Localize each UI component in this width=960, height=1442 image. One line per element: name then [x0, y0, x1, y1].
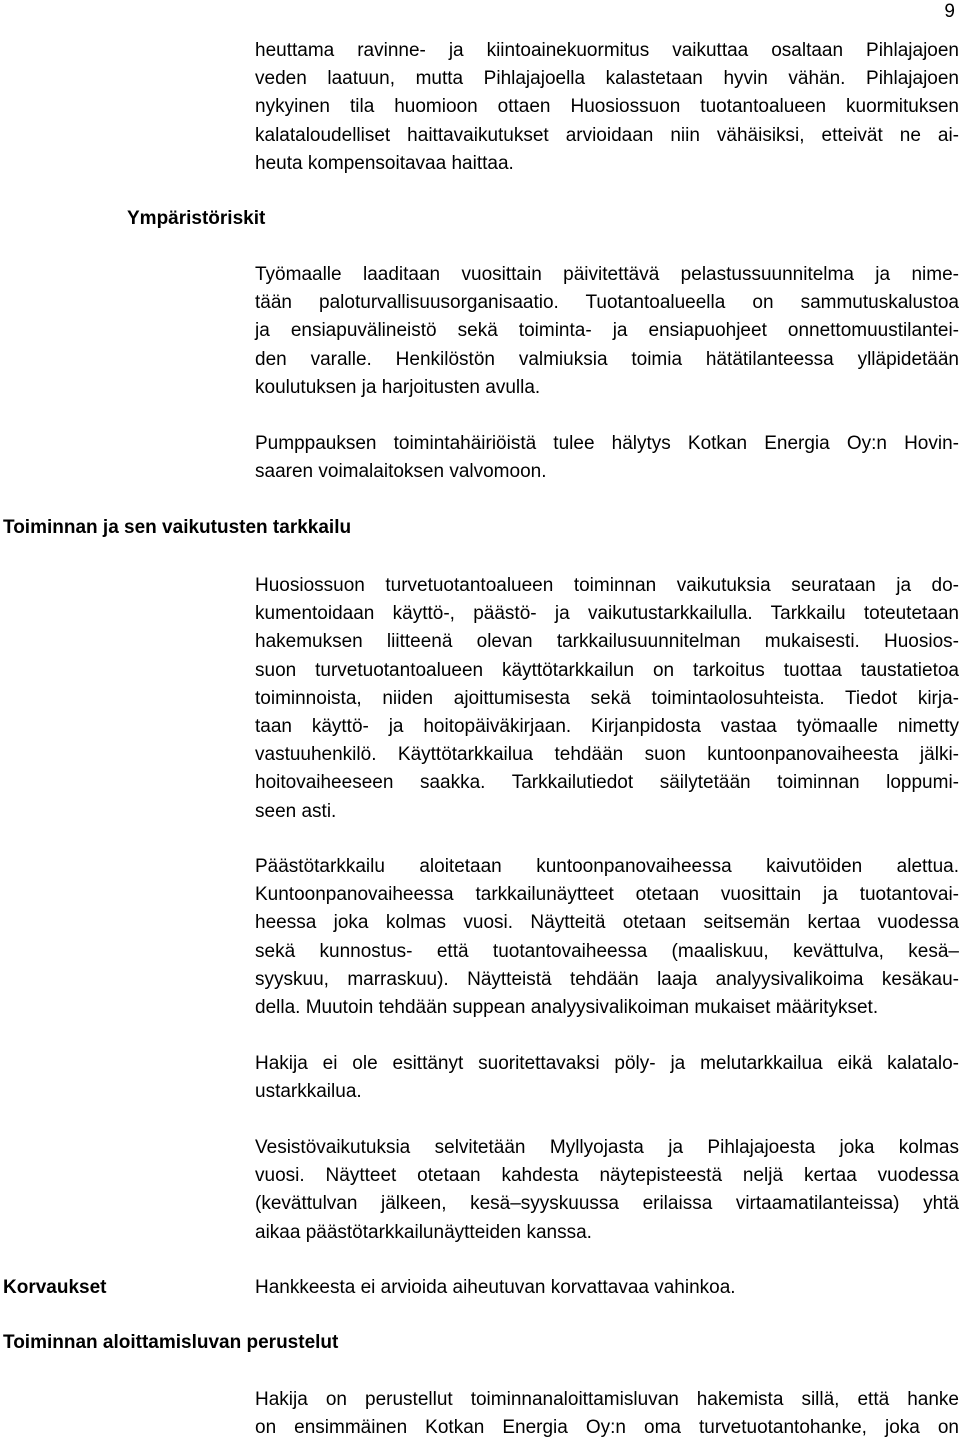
intro-paragraph	[255, 37, 959, 178]
text-line: sekä kunnostus- että tuotantovaiheessa (maaliskuu, kevättulva, kesä–	[255, 940, 959, 962]
page-number: 9	[944, 1, 955, 22]
text-line: tään paloturvallisuusorganisaatio. Tuotantoalueella on sammutuskalustoa	[255, 292, 959, 314]
text-line: hakemuksen liitteenä olevan tarkkailusuunnitelman mukaisesti. Huosios-	[255, 631, 959, 653]
text-line: ja ensiapuvälineistö sekä toiminta- ja ensiapuohjeet onnettomuustilantei-	[255, 320, 959, 342]
text-line: Työmaalle laaditaan vuosittain päivitettävä pelastussuunnitelma ja nime-	[255, 264, 959, 285]
tarkkailu-paragraph-1	[255, 572, 959, 826]
tarkkailu-paragraph-3	[255, 1050, 959, 1106]
text-line: suon turvetuotantoalueen käyttötarkkailun on tarkoitus tuottaa taustatietoa	[255, 659, 959, 681]
text-line: veden laatuun, mutta Pihlajajoella kalastetaan hyvin vähän. Pihlajajoen	[255, 68, 959, 90]
ymparistoriskit-paragraph-1	[255, 261, 959, 402]
text-line: den varalle. Henkilöstön valmiuksia toimia hätätilanteessa ylläpidetään	[255, 348, 959, 370]
text-line: vuosi. Näytteet otetaan kahdesta näytepisteestä neljä kertaa vuodessa	[255, 1165, 959, 1187]
text-line: vastuuhenkilö. Käyttötarkkailua tehdään suon kuntoonpanovaiheesta jälki-	[255, 744, 959, 766]
text-line: saaren voimalaitoksen valvomoon.	[255, 461, 547, 483]
text-line: aikaa päästötarkkailunäytteiden kanssa.	[255, 1221, 592, 1243]
korvaukset-paragraph	[255, 1274, 959, 1302]
ymparistoriskit-paragraph-2	[255, 430, 959, 486]
text-line: kumentoidaan käyttö-, päästö- ja vaikutustarkkailulla. Tarkkailu toteutetaan	[255, 603, 959, 625]
section-heading-korvaukset: Korvaukset	[3, 1277, 107, 1298]
text-line: hoitovaiheeseen saakka. Tarkkailutiedot säilytetään toiminnan loppumi-	[255, 772, 959, 794]
text-line: kalataloudelliset haittavaikutukset arvioidaan niin vähäisiksi, etteivät ne ai-	[255, 124, 959, 146]
text-line: Hakija ei ole esittänyt suoritettavaksi pöly- ja melutarkkailua eikä kalatalo-	[255, 1053, 959, 1074]
text-line: Vesistövaikutuksia selvitetään Myllyojasta ja Pihlajajoesta joka kolmas	[255, 1137, 959, 1158]
text-line: Hakija on perustellut toiminnanaloittamisluvan hakemista sillä, että hanke	[255, 1389, 959, 1410]
text-line: Pumppauksen toimintahäiriöistä tulee hälytys Kotkan Energia Oy:n Hovin-	[255, 433, 959, 454]
text-line: Kuntoonpanovaiheessa tarkkailunäytteet otetaan vuosittain ja tuotantovai-	[255, 884, 959, 906]
text-line: seen asti.	[255, 800, 337, 822]
text-line: nykyinen tila huomioon ottaen Huosiossuon tuotantoalueen kuormituksen	[255, 96, 959, 118]
text-line: heuttama ravinne- ja kiintoainekuormitus vaikuttaa osaltaan Pihlajajoen	[255, 40, 959, 61]
text-line: taan käyttö- ja hoitopäiväkirjaan. Kirjanpidosta vastaa työmaalle nimetty	[255, 716, 959, 738]
text-line: Hankkeesta ei arvioida aiheutuvan korvattavaa vahinkoa.	[255, 1277, 736, 1298]
text-line: heessa joka kolmas vuosi. Näytteitä otetaan seitsemän kertaa vuodessa	[255, 912, 959, 934]
aloittamislupa-paragraph	[255, 1386, 959, 1442]
section-heading-ymparistoriskit: Ympäristöriskit	[127, 208, 266, 229]
text-line: toiminnoista, niiden ajoittumisesta sekä toimintaolosuhteista. Tiedot kirja-	[255, 687, 959, 709]
text-line: ustarkkailua.	[255, 1081, 362, 1103]
text-line: della. Muutoin tehdään suppean analyysivalikoiman mukaiset määritykset.	[255, 997, 879, 1019]
text-line: heuta kompensoitavaa haittaa.	[255, 152, 514, 174]
text-line: koulutuksen ja harjoitusten avulla.	[255, 376, 541, 398]
text-line: Päästötarkkailu aloitetaan kuntoonpanovaiheessa kaivutöiden alettua.	[255, 856, 959, 877]
section-heading-aloittamislupa: Toiminnan aloittamisluvan perustelut	[3, 1332, 339, 1353]
text-line: on ensimmäinen Kotkan Energia Oy:n oma turvetuotantohanke, joka on	[255, 1417, 959, 1439]
section-heading-tarkkailu: Toiminnan ja sen vaikutusten tarkkailu	[3, 517, 352, 538]
tarkkailu-paragraph-4	[255, 1134, 959, 1247]
tarkkailu-paragraph-2	[255, 853, 959, 1022]
text-line: (kevättulvan jälkeen, kesä–syyskuussa erilaissa virtaamatilanteissa) yhtä	[255, 1193, 959, 1215]
text-line: Huosiossuon turvetuotantoalueen toiminnan vaikutuksia seurataan ja do-	[255, 575, 959, 596]
text-line: syyskuu, marraskuu). Näytteistä tehdään laaja analyysivalikoima kesäkau-	[255, 968, 959, 990]
